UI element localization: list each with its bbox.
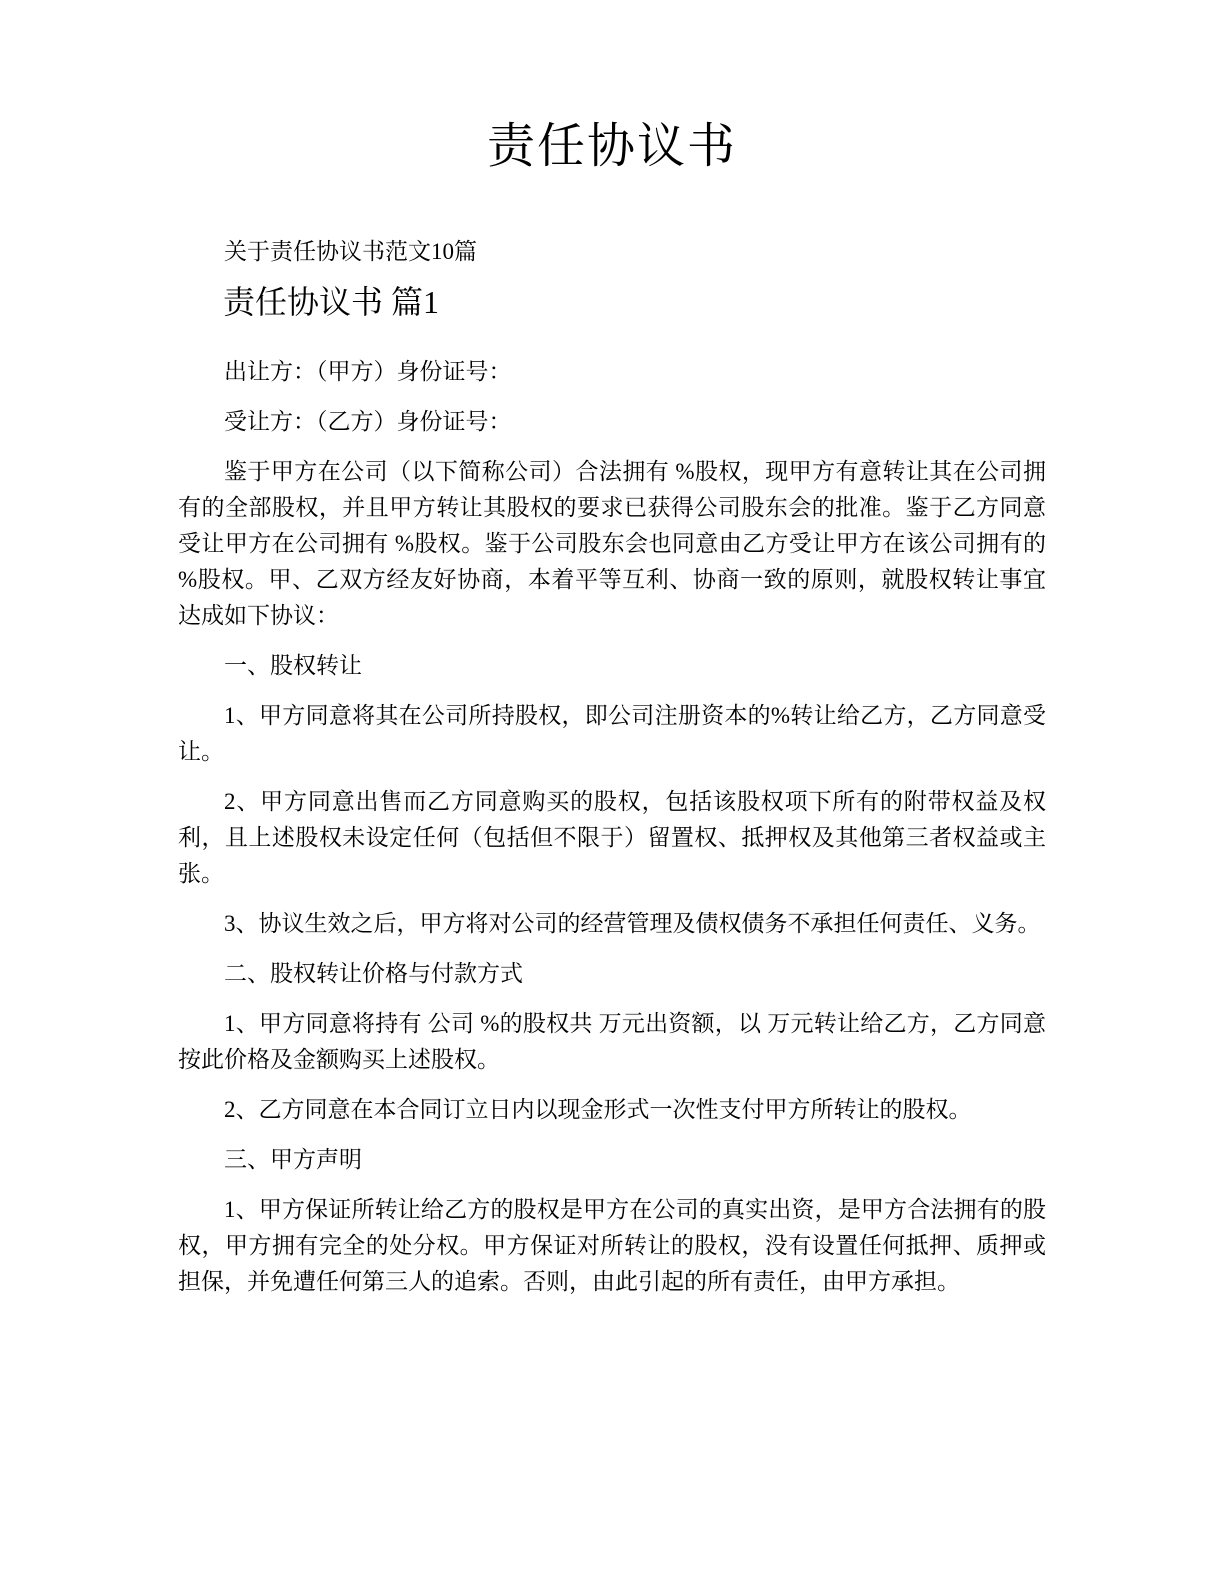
section3-heading: 三、甲方声明 bbox=[224, 1147, 362, 1172]
section3-item1: 1、甲方保证所转让给乙方的股权是甲方在公司的真实出资，是甲方合法拥有的股权，甲方拥有完全的处分权。甲方保证对所转让的股权，没有设置任何抵押、质押或担保，并免遭任何第三人的追索。否则，由此引起的所有责任，由甲方承担。 bbox=[178, 1197, 1046, 1294]
section1-item2: 2、甲方同意出售而乙方同意购买的股权，包括该股权项下所有的附带权益及权利，且上述股权未设定任何（包括但不限于）留置权、抵押权及其他第三者权益或主张。 bbox=[178, 789, 1046, 886]
document-title: 责任协议书 bbox=[486, 120, 737, 173]
section2-heading: 二、股权转让价格与付款方式 bbox=[224, 961, 523, 986]
paragraph-preamble: 鉴于甲方在公司（以下简称公司）合法拥有 %股权，现甲方有意转让其在公司拥有的全部股权，并且甲方转让其股权的要求已获得公司股东会的批准。鉴于乙方同意受让甲方在公司拥有 %股权。鉴于公司股东会也同意由乙方受让甲方在该公司拥有的 %股权。甲、乙双方经友好协商，本着平等互利、协商一致的原则，就股权转让事宜达成如下协议： bbox=[178, 459, 1046, 628]
section2-item1: 1、甲方同意将持有 公司 %的股权共 万元出资额，以 万元转让给乙方，乙方同意按此价格及金额购买上述股权。 bbox=[178, 1011, 1046, 1072]
document-subtitle: 关于责任协议书范文10篇 bbox=[224, 239, 477, 264]
part-heading: 责任协议书 篇1 bbox=[223, 284, 440, 320]
paragraph-party-b: 受让方：（乙方）身份证号： bbox=[224, 409, 512, 434]
section2-item2: 2、乙方同意在本合同订立日内以现金形式一次性支付甲方所转让的股权。 bbox=[224, 1097, 972, 1122]
section1-item3: 3、协议生效之后，甲方将对公司的经营管理及债权债务不承担任何责任、义务。 bbox=[224, 911, 1041, 936]
paragraph-party-a: 出让方：（甲方）身份证号： bbox=[224, 359, 512, 384]
section1-item1: 1、甲方同意将其在公司所持股权，即公司注册资本的%转让给乙方，乙方同意受让。 bbox=[178, 703, 1046, 764]
section1-heading: 一、股权转让 bbox=[224, 653, 362, 678]
